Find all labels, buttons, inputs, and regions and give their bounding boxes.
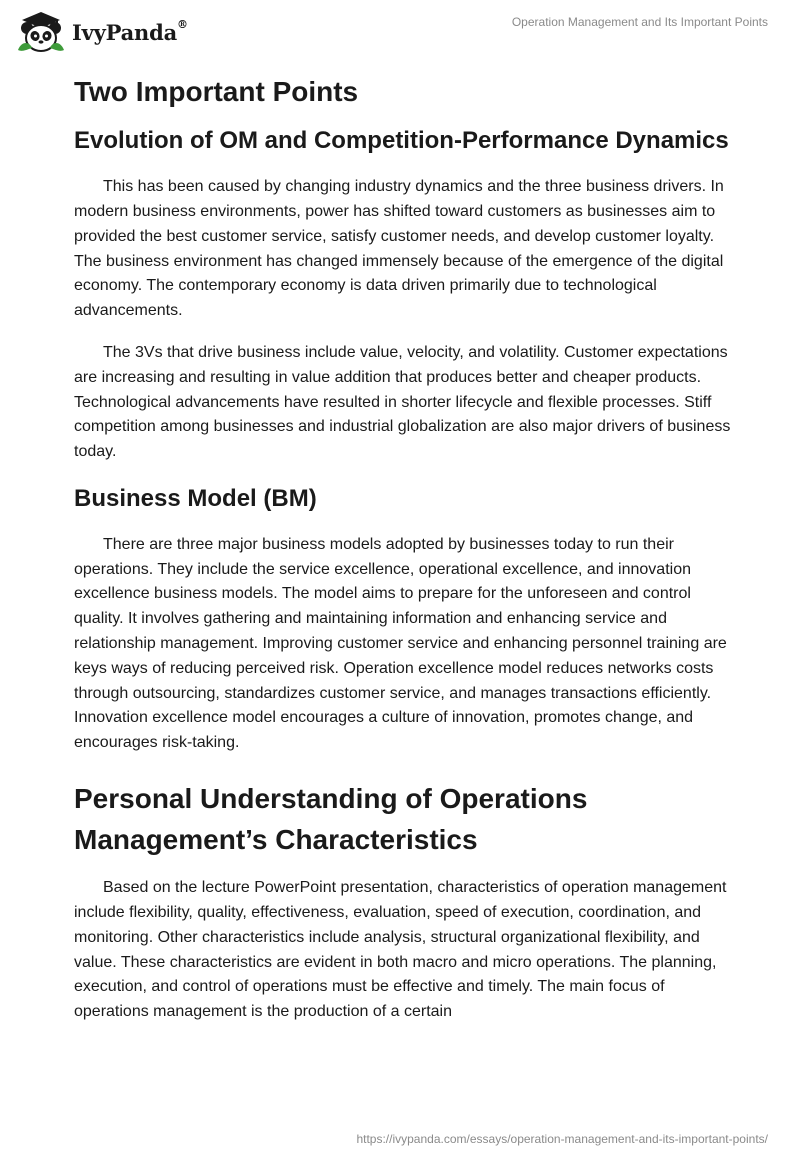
paragraph: The 3Vs that drive business include value, velocity, and volatility. Customer expectations are increasing and resulting in value addition that produces better and cheaper products. Technological advancements have resulted in shorter lifecycle and flexible processes. Stiff competition among businesses and industrial globalization are also major drivers of business today.: [74, 343, 731, 461]
article-body: [74, 68, 734, 1042]
heading-business-model: Business Model (BM): [74, 484, 317, 512]
page-header: [0, 0, 800, 60]
registered-mark: ®: [177, 17, 188, 31]
heading-personal-understanding: Personal Understanding of Operations Management’s Characteristics: [74, 782, 588, 855]
paragraph: This has been caused by changing industry dynamics and the three business drivers. In modern business environments, power has shifted toward customers as businesses aim to provided the best customer service, satisfy customer needs, and develop customer loyalty. The business environment has changed immensely because of the emergence of the digital economy. The contemporary economy is data driven primarily due to technological advancements.: [74, 178, 724, 320]
ivypanda-logo[interactable]: [16, 10, 188, 54]
document-title: Operation Management and Its Important Points: [511, 15, 768, 29]
heading-two-important-points: Two Important Points: [74, 76, 359, 107]
paragraph: Based on the lecture PowerPoint presentation, characteristics of operation management include flexibility, quality, effectiveness, evaluation, speed of execution, coordination, and monitoring. Other characteristics include analysis, structural organizational flexibility, and value. These characteristics are evident in both macro and micro operations. The planning, execution, and control of operations must be effective and timely. The main focus of operations management is the production of a certain: [74, 879, 727, 1021]
paragraph: There are three major business models adopted by businesses today to run their operations. They include the service excellence, operational excellence, and innovation excellence business models. The model aims to prepare for the unforeseen and control quality. It involves gathering and maintaining information and enhancing service and relationship management. Improving customer service and enhancing personnel training are keys ways of reducing perceived risk. Operation excellence model reduces networks costs through outsourcing, standardizes customer service, and manages transactions efficiently. Innovation excellence model encourages a culture of innovation, promotes change, and encourages risk-taking.: [74, 535, 727, 752]
logo-wordmark: IvyPanda®: [72, 17, 188, 45]
heading-evolution-of-om: Evolution of OM and Competition-Performance Dynamics: [74, 127, 729, 155]
source-url[interactable]: https://ivypanda.com/essays/operation-management-and-its-important-points/: [356, 1132, 768, 1146]
panda-graduate-icon: [16, 10, 66, 54]
